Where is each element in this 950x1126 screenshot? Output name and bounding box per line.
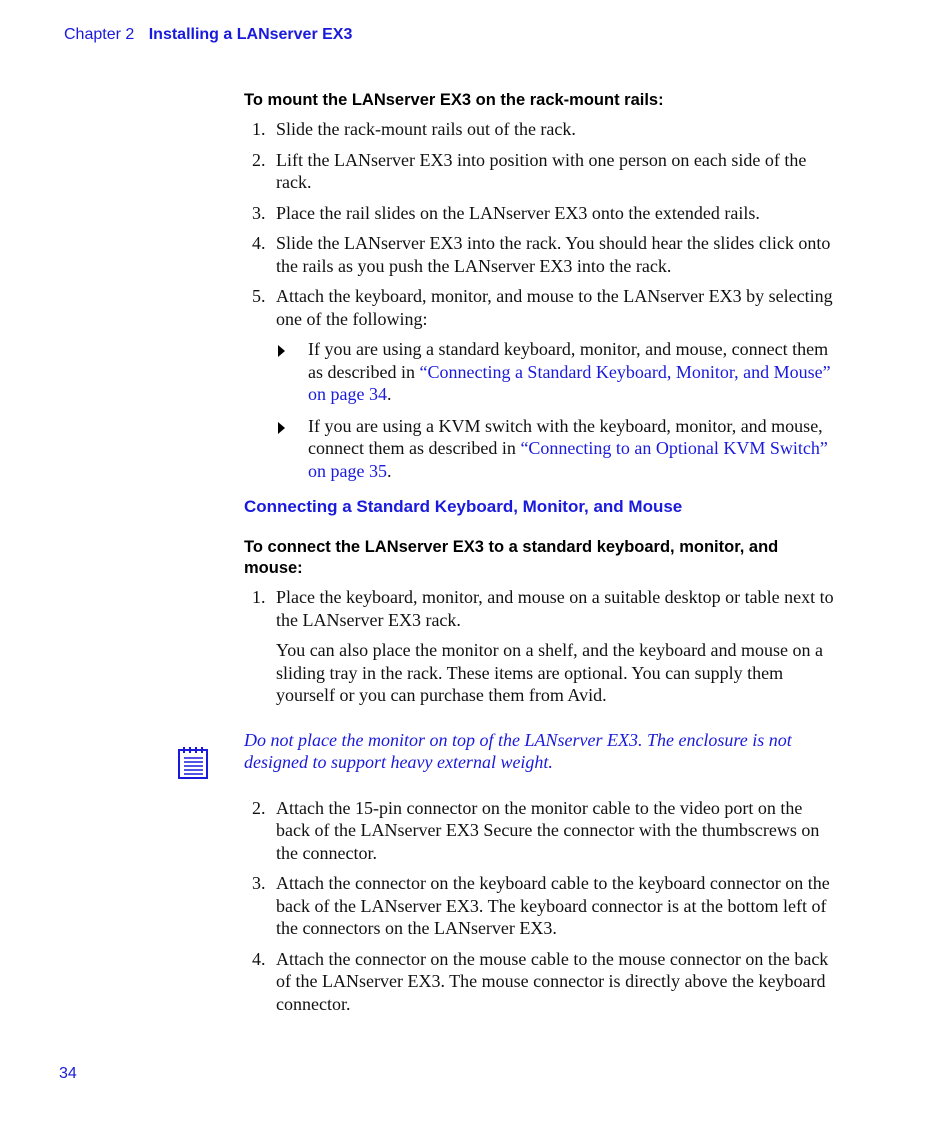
section-heading: Connecting a Standard Keyboard, Monitor, and Mouse	[244, 497, 683, 516]
step-text: Attach the 15-pin connector on the monitor cable to the video port on the back of the LANserver EX3 Secure the connector with the thumbscrews on the connector.	[276, 797, 820, 863]
bullet-period: .	[386, 460, 392, 481]
step-1	[244, 586, 834, 707]
bullet-item-standard	[276, 338, 834, 406]
step-2	[244, 797, 834, 865]
step-number: 1.	[252, 587, 266, 607]
step-4	[244, 948, 834, 1016]
procedure-heading-mount: To mount the LANserver EX3 on the rack-mount rails:	[244, 91, 664, 109]
step-number: 2.	[252, 149, 266, 170]
bullet-text: If you are using a standard keyboard, monitor, and mouse, connect them as described in	[308, 339, 829, 382]
step-4	[244, 232, 834, 277]
step-text: Slide the LANserver EX3 into the rack. You should hear the slides click onto the rails as you push the LANserver EX3 into the rack.	[276, 233, 831, 276]
step-number: 3.	[252, 202, 266, 223]
option-bullet-list	[276, 338, 834, 482]
cross-reference-link[interactable]: “Connecting a Standard Keyboard, Monitor, and Mouse” on page 34	[308, 361, 831, 404]
connect-steps-list-continued	[244, 797, 834, 1016]
triangle-bullet-icon	[278, 345, 285, 357]
chapter-label: Chapter 2	[64, 26, 135, 43]
step-text: Place the rail slides on the LANserver EX3 onto the extended rails.	[276, 202, 760, 223]
mount-steps-list	[244, 118, 834, 482]
step-5	[244, 285, 834, 482]
connect-steps-list	[244, 586, 834, 707]
page-content	[244, 90, 834, 1023]
step-3	[244, 202, 834, 225]
step-text: Slide the rack-mount rails out of the rack.	[276, 119, 576, 139]
chapter-title: Installing a LANserver EX3	[148, 26, 353, 43]
step-number: 1.	[252, 119, 266, 139]
step-text: Place the keyboard, monitor, and mouse on a suitable desktop or table next to the LANserver EX3 rack.	[276, 587, 834, 630]
step-number: 4.	[252, 948, 266, 969]
step-3	[244, 872, 834, 940]
triangle-bullet-icon	[278, 422, 285, 434]
bullet-item-kvm	[276, 415, 834, 483]
step-text: Attach the keyboard, monitor, and mouse to the LANserver EX3 by selecting one of the following:	[276, 286, 833, 329]
step-number: 3.	[252, 873, 266, 893]
step-1	[244, 118, 834, 141]
step-number: 4.	[252, 233, 266, 253]
running-header	[64, 26, 352, 44]
step-text: Attach the connector on the mouse cable to the mouse connector on the back of the LANserver EX3. The mouse connector is directly above the keyboard connector.	[276, 948, 829, 1014]
bullet-text: If you are using a KVM switch with the keyboard, monitor, and mouse, connect them as described in	[308, 415, 823, 458]
step-text: Lift the LANserver EX3 into position with one person on each side of the rack.	[276, 149, 807, 192]
bullet-period: .	[386, 384, 392, 404]
note-pad-icon	[176, 746, 210, 780]
step-text: Attach the connector on the keyboard cable to the keyboard connector on the back of the LANserver EX3. The keyboard connector is at the bottom left of the connectors on the LANserver EX3.	[276, 873, 830, 938]
step-continuation-text: You can also place the monitor on a shelf, and the keyboard and mouse on a sliding tray in the rack. These items are optional. You can supply them yourself or you can purchase them from Avid.	[276, 640, 824, 705]
cross-reference-link[interactable]: “Connecting to an Optional KVM Switch” on page 35	[308, 438, 828, 481]
step-number: 2.	[252, 797, 266, 818]
procedure-heading-connect: To connect the LANserver EX3 to a standard keyboard, monitor, and mouse:	[244, 538, 779, 577]
page-number: 34	[59, 1065, 77, 1082]
step-number: 5.	[252, 286, 266, 306]
step-2	[244, 149, 834, 194]
note-text: Do not place the monitor on top of the LANserver EX3. The enclosure is not designed to support heavy external weight.	[244, 729, 792, 772]
